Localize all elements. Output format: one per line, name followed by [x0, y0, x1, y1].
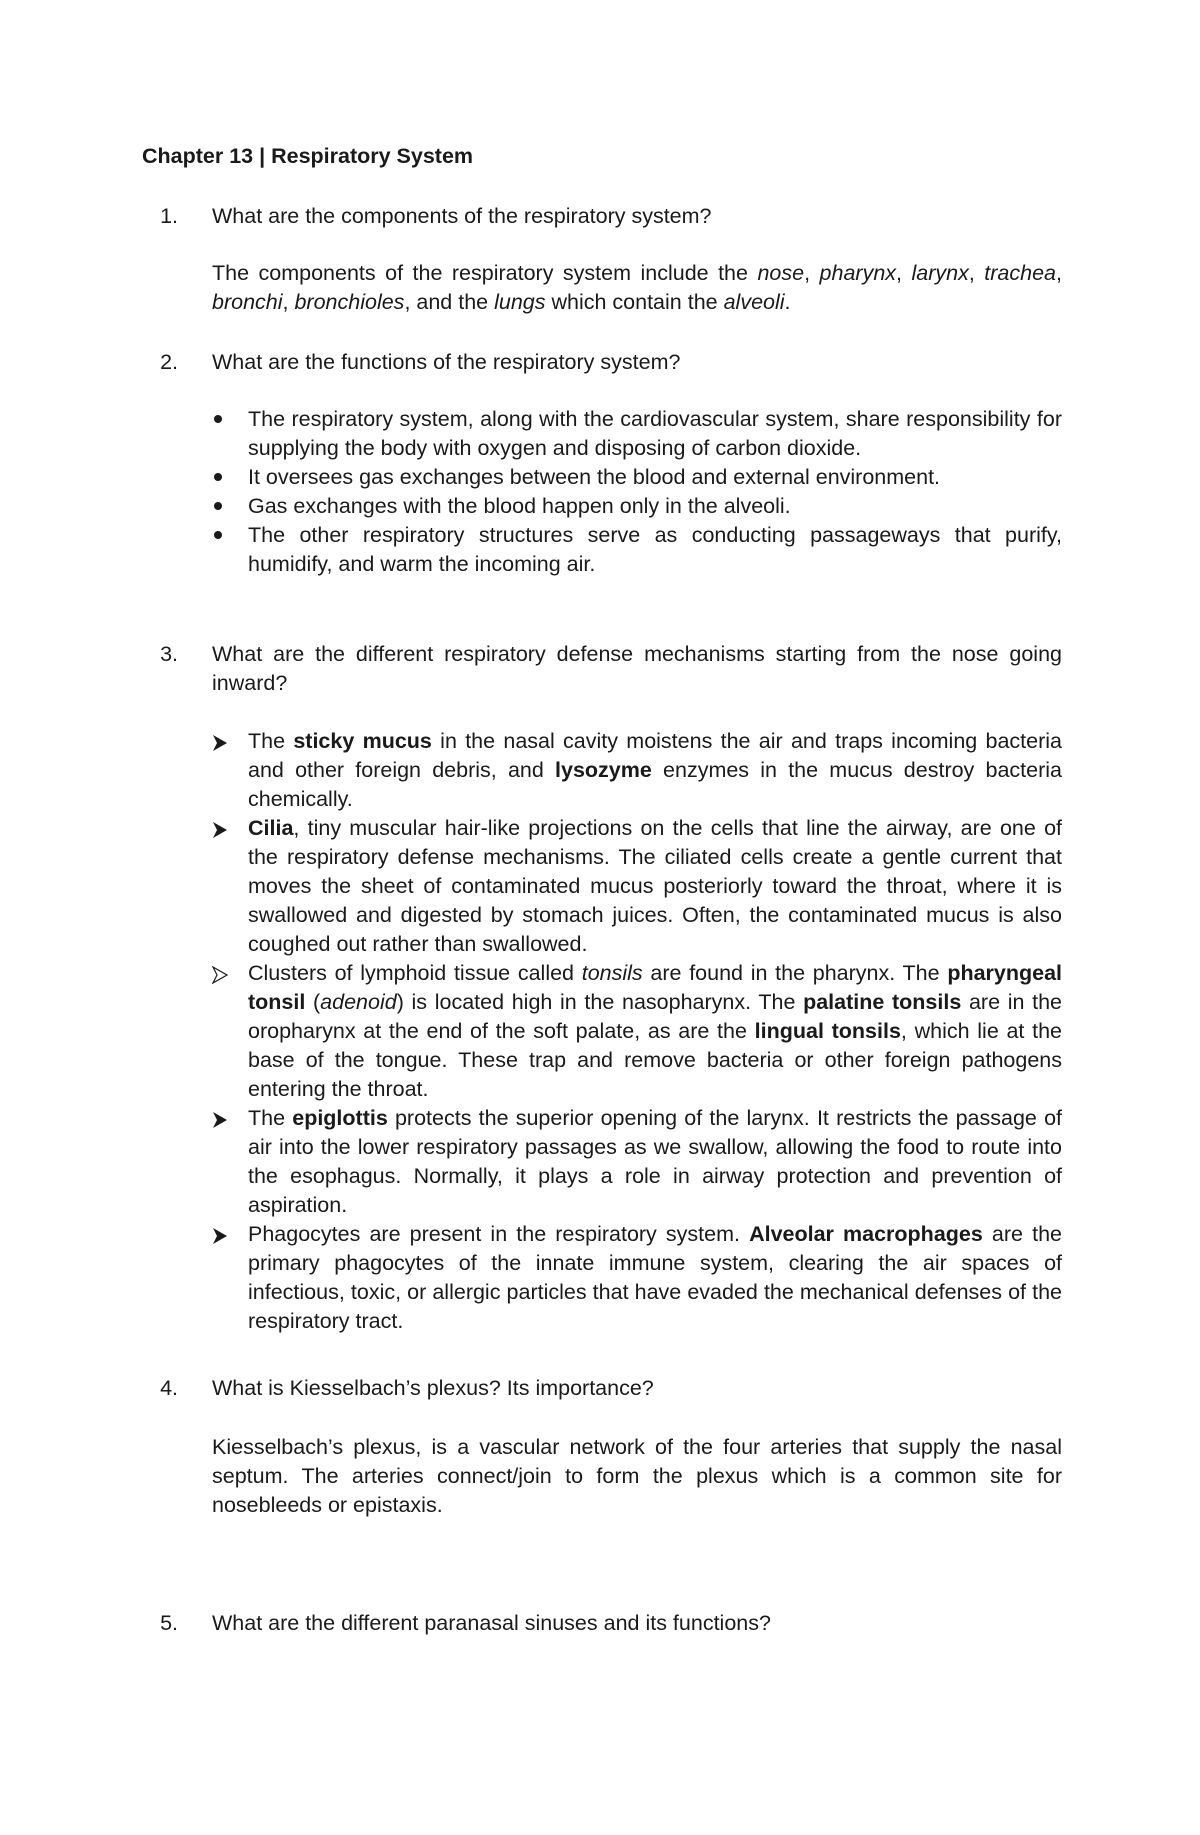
answer-4: Kiesselbach’s plexus, is a vascular network of the four arteries that supply the nasal septum. The arteries connect/join to form the plexus which is a common site for nosebleeds or epistaxis.: [212, 1435, 1062, 1517]
arrow-bullet-icon: [212, 959, 242, 988]
arrow-bullet-icon: [212, 727, 242, 756]
bullet-icon: [212, 463, 242, 492]
term-larynx: larynx: [911, 261, 969, 285]
functions-list: [212, 405, 1062, 579]
list-item: Clusters of lymphoid tissue called tonsils are found in the pharynx. The pharyngeal tonsil (adenoid) is located high in the nasopharynx. The palatine tonsils are in the oropharynx at the end of the soft palate, as are the lingual tonsils, which lie at the base of the tongue. These trap and remove bacteria or other foreign pathogens entering the throat.: [212, 959, 1062, 1104]
question-number: 5.: [160, 1611, 178, 1635]
list-item: It oversees gas exchanges between the blood and external environment.: [212, 463, 1062, 492]
bullet-icon: [212, 521, 242, 550]
term-nose: nose: [757, 261, 805, 285]
arrow-bullet-icon: [212, 1104, 242, 1133]
question-number: 2.: [160, 350, 178, 374]
question-text: What are the different respiratory defense mechanisms starting from the nose going inward?: [212, 642, 1062, 695]
defense-mechanisms-list: [212, 727, 1062, 1336]
list-item: The respiratory system, along with the cardiovascular system, share responsibility for supplying the body with oxygen and disposing of carbon dioxide.: [212, 405, 1062, 463]
arrow-bullet-icon: [212, 1220, 242, 1249]
chapter-title: Chapter 13 | Respiratory System: [142, 144, 474, 168]
answer-1: The components of the respiratory system include the nose, pharynx, larynx, trachea, bronchi, bronchioles, and the lungs which contain the alveoli.: [212, 261, 1062, 314]
term-bronchi: bronchi: [212, 290, 283, 314]
term-alveoli: alveoli: [723, 290, 785, 314]
list-item: The epiglottis protects the superior opening of the larynx. It restricts the passage of air into the lower respiratory passages as we swallow, allowing the food to route into the esophagus. Normally, it plays a role in airway protection and prevention of aspiration.: [212, 1104, 1062, 1220]
question-text: What are the functions of the respiratory system?: [212, 350, 681, 374]
term-trachea: trachea: [984, 261, 1057, 285]
list-item: The sticky mucus in the nasal cavity moistens the air and traps incoming bacteria and other foreign debris, and lysozyme enzymes in the mucus destroy bacteria chemically.: [212, 727, 1062, 814]
term-lungs: lungs: [494, 290, 546, 314]
list-item: Phagocytes are present in the respiratory system. Alveolar macrophages are the primary phagocytes of the innate immune system, clearing the air spaces of infectious, toxic, or allergic particles that have evaded the mechanical defenses of the respiratory tract.: [212, 1220, 1062, 1336]
list-item: Cilia, tiny muscular hair-like projections on the cells that line the airway, are one of the respiratory defense mechanisms. The ciliated cells create a gentle current that moves the sheet of contaminated mucus posteriorly toward the throat, where it is swallowed and digested by stomach juices. Often, the contaminated mucus is also coughed out rather than swallowed.: [212, 814, 1062, 959]
bullet-icon: [212, 405, 242, 434]
question-number: 3.: [160, 642, 178, 666]
arrow-bullet-icon: [212, 814, 242, 843]
question-text: What are the different paranasal sinuses and its functions?: [212, 1611, 771, 1635]
list-item: The other respiratory structures serve as conducting passageways that purify, humidify, and warm the incoming air.: [212, 521, 1062, 579]
question-text: What are the components of the respiratory system?: [212, 204, 712, 228]
question-text: What is Kiesselbach’s plexus? Its importance?: [212, 1376, 654, 1400]
term-bronchioles: bronchioles: [294, 290, 405, 314]
bullet-icon: [212, 492, 242, 521]
question-number: 4.: [160, 1376, 178, 1400]
question-number: 1.: [160, 204, 178, 228]
term-pharynx: pharynx: [819, 261, 897, 285]
list-item: Gas exchanges with the blood happen only in the alveoli.: [212, 492, 1062, 521]
